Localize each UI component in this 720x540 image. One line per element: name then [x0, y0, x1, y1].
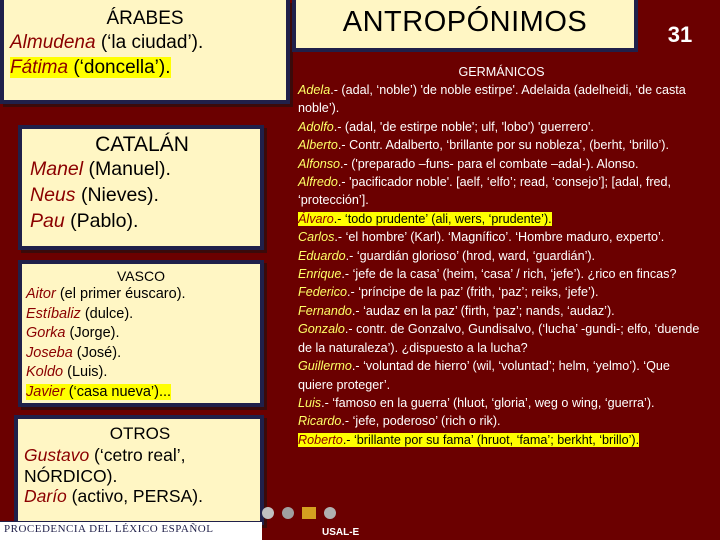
germanico-entry: [298, 412, 705, 430]
germanico-name: Ricardo: [298, 414, 342, 429]
vasco-line: Estíbaliz (dulce).: [26, 305, 134, 322]
arabes-line: Fátima (‘doncella’).: [10, 57, 171, 78]
arabes-heading: ÁRABES: [106, 8, 184, 29]
vasco-line: Joseba (José).: [26, 344, 122, 361]
germanico-text: .- contr. de Gonzalvo, Gundisalvo, (‘lucha’ -gundi-; elfo, ‘duende de la naturaleza’). ¿dispuesto a la lucha?: [298, 322, 700, 355]
catalan-panel: [18, 125, 264, 250]
logo-text: USAL-E: [322, 527, 360, 538]
germanicos-content: [290, 64, 705, 520]
vasco-panel: [18, 260, 264, 407]
germanico-text: .- 'pacificador noble'. [aelf, ‘elfo’; read, ‘consejo’]; [adal, fred, ‘protección’].: [298, 175, 672, 208]
germanico-entry: [298, 357, 705, 394]
germanico-name: Alfonso: [298, 156, 341, 171]
germanico-text: .- ‘guardián glorioso’ (hrod, ward, ‘guardián’).: [345, 248, 596, 263]
vasco-heading: VASCO: [117, 268, 165, 284]
vasco-line: Koldo (Luis).: [26, 364, 108, 380]
arabes-panel: [0, 0, 290, 104]
germanicos-entries: [298, 81, 705, 449]
germanico-text: .- ‘famoso en la guerra’ (hluot, ‘gloria’, weg o wing, ‘guerra’).: [321, 395, 655, 410]
germanico-text: .- ‘jefe de la casa’ (heim, ‘casa’ / rich, ‘jefe’). ¿rico en fincas?: [341, 267, 677, 282]
germanico-name: Fernando: [298, 303, 352, 318]
otros-heading: OTROS: [109, 424, 171, 443]
germanico-name: Federico: [298, 285, 347, 300]
germanico-text: .- ‘brillante por su fama’ (hruot, ‘fama’; berkht, ‘brillo’).: [342, 432, 640, 447]
germanico-text: .- Contr. Adalberto, ‘brillante por su nobleza’, (berht, ‘brillo’).: [337, 138, 670, 153]
germanico-entry: [298, 302, 705, 320]
usal-logo-icon: [258, 503, 348, 523]
germanico-name: Alfredo: [298, 175, 338, 190]
germanico-entry: [298, 320, 705, 357]
germanicos-heading: GERMÁNICOS: [458, 65, 545, 79]
germanico-entry: [298, 155, 705, 173]
germanico-entry: [298, 394, 705, 412]
germanico-text: .- ('preparado –funs- para el combate –adal-). Alonso.: [340, 156, 639, 171]
otros-line: Darío (activo, PERSA).: [24, 486, 203, 506]
germanico-entry: [298, 228, 705, 246]
germanico-name: Adolfo: [298, 119, 334, 134]
arabes-line: Almudena (‘la ciudad’).: [10, 32, 204, 53]
footer-text: PROCEDENCIA DEL LÉXICO ESPAÑOL: [4, 523, 214, 535]
title-box: [292, 0, 638, 52]
vasco-line: Aitor (el primer éuscaro).: [26, 286, 186, 302]
germanico-entry: [298, 247, 705, 265]
germanico-name: Carlos: [298, 230, 335, 245]
footer-bar: [0, 521, 262, 540]
germanico-entry: [298, 210, 705, 228]
page-title: ANTROPÓNIMOS: [342, 6, 588, 38]
germanico-entry: [298, 283, 705, 301]
otros-panel: [14, 415, 264, 525]
germanico-name: Eduardo: [298, 248, 346, 263]
otros-line: NÓRDICO).: [24, 465, 118, 486]
germanico-entry: [298, 431, 705, 449]
otros-line: Gustavo (‘cetro real’,: [24, 445, 186, 465]
germanico-text: .- ‘príncipe de la paz’ (frith, ‘paz’; reiks, ‘jefe’).: [347, 285, 599, 300]
germanico-text: .- ‘jefe, poderoso’ (rich o rik).: [341, 414, 501, 429]
germanico-name: Álvaro: [298, 211, 334, 226]
germanico-text: .- ‘voluntad de hierro’ (wil, ‘voluntad’; helm, ‘yelmo’). ‘Que quiere proteger’.: [298, 359, 670, 392]
germanico-entry: [298, 81, 705, 118]
germanico-name: Enrique: [298, 267, 342, 282]
germanico-name: Alberto: [298, 138, 338, 153]
germanico-text: .- ‘audaz en la paz’ (firth, ‘paz’; nands, ‘audaz’).: [351, 303, 615, 318]
germanico-entry: [298, 265, 705, 283]
vasco-line: Javier (‘casa nueva’)...: [26, 383, 172, 400]
vasco-line: Gorka (Jorge).: [26, 325, 120, 341]
catalan-line: Manel (Manuel).: [30, 158, 171, 180]
germanico-name: Roberto: [298, 432, 343, 447]
germanico-name: Guillermo: [298, 359, 352, 374]
germanico-entry: [298, 173, 705, 210]
catalan-heading: CATALÁN: [95, 133, 189, 156]
germanico-name: Gonzalo: [298, 322, 345, 337]
page-number: 31: [667, 22, 693, 47]
germanico-name: Adela: [298, 83, 331, 97]
germanico-name: Luis: [298, 395, 322, 410]
catalan-line: Neus (Nieves).: [30, 184, 159, 206]
germanico-entry: [298, 136, 705, 154]
germanico-text: .- ‘todo prudente’ (ali, wers, ‘prudente’).: [333, 211, 552, 226]
catalan-line: Pau (Pablo).: [30, 210, 139, 232]
germanico-text: .- (adal, 'de estirpe noble'; ulf, 'lobo') 'guerrero'.: [333, 119, 594, 134]
germanico-text: .- (adal, ‘noble’) 'de noble estirpe'. Adelaida (adelheidi, ‘de casta noble’).: [298, 83, 686, 116]
germanico-text: .- ‘el hombre’ (Karl). ‘Magnífico’. ‘Hombre maduro, experto’.: [334, 230, 665, 245]
germanico-entry: [298, 118, 705, 136]
